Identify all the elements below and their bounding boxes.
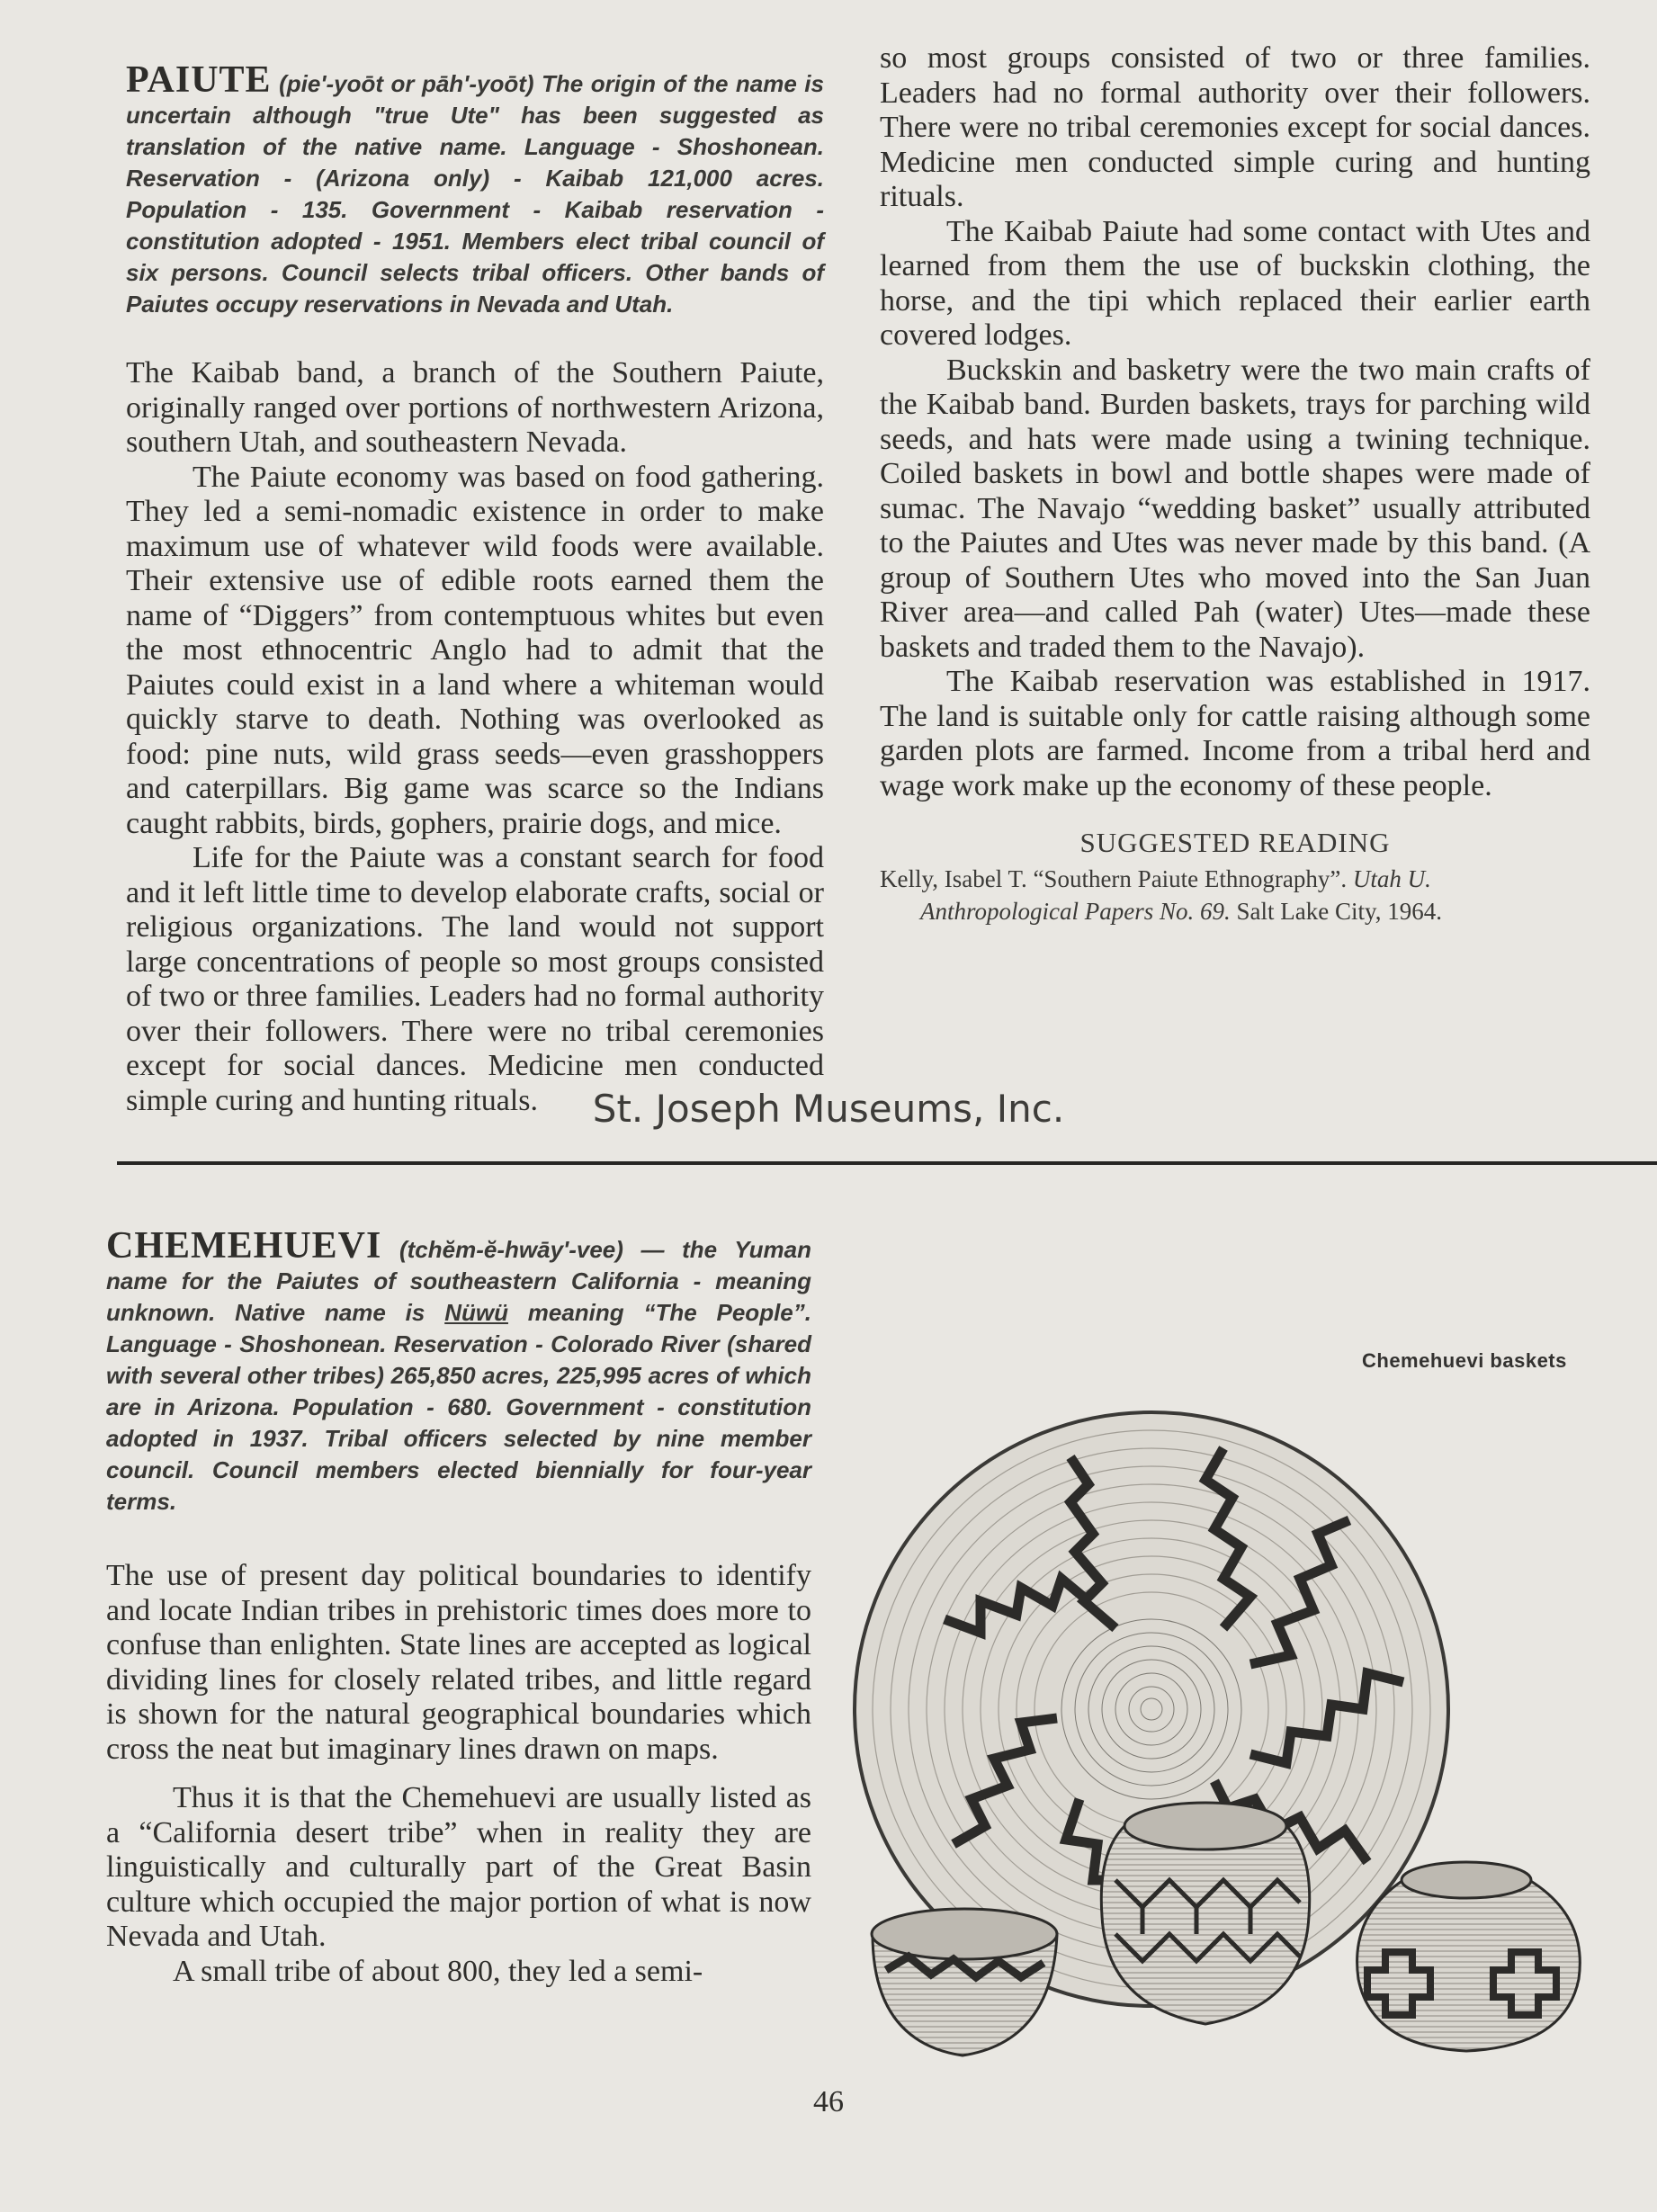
chemehuevi-summary-start: — the Yuman name for the Paiutes of southeastern California - meaning unknown. Native name is [106,1236,812,1326]
suggested-reading-title: SUGGESTED READING [1079,827,1391,858]
chemehuevi-header [106,1225,812,1518]
paiute-left-column [126,59,824,1117]
paiute-paragraph-3: Life for the Paiute was a constant search for food and it left little time to develop elaborate crafts, social or religious organizations. The land would not support large concentrations of people so most groups consisted of two or three families. Leaders had no formal authority over their followers. There were no tribal ceremonies except for social dances. Medicine men conducted simple curing and hunting rituals. [126,841,824,1117]
paiute-body-right [880,41,1590,803]
paiute-title: PAIUTE [126,59,272,101]
paiute-header [126,59,824,320]
right-jar-basket [1357,1862,1581,2051]
section-divider [117,1161,1657,1165]
chemehuevi-paragraph-2: Thus it is that the Chemehuevi are usually listed as a “California desert tribe” when in reality they are linguistically and culturally part of the Great Basin culture which occupied the major portion of what is now Nevada and Utah. [106,1781,811,1953]
chemehuevi-pronunciation: (tchĕm-ĕ-hwāy'-vee) [399,1236,623,1263]
chemehuevi-title: CHEMEHUEVI [106,1225,382,1267]
image-caption: Chemehuevi baskets [1362,1349,1567,1372]
chemehuevi-paragraph-1: The use of present day political boundaries to identify and locate Indian tribes in prehistoric times does more to confuse than enlighten. State lines are accepted as logical dividing lines for closely related tribes, and little regard is shown for the natural geographical boundaries which cross the neat but imaginary lines drawn on maps. [106,1559,811,1766]
reading-ref-place-year: Salt Lake City, 1964. [1236,898,1442,925]
paiute-paragraph-6: The Kaibab reservation was established in 1917. The land is suitable only for cattle raising although some garden plots are farmed. Income from a tribal herd and wage work make up the economy of these people. [880,665,1590,802]
chemehuevi-left-column [106,1225,812,1989]
paiute-summary: The origin of the name is uncertain although "true Ute" has been suggested as translation of the native name. Language - Shoshonean. Reservation - (Arizona only) - Kaibab 121,000 acres. Population - 135. Government - Kaibab reservation - constitution adopted - 1951. Members elect tribal council of six persons. Council selects tribal officers. Other bands of Paiutes occupy reservations in Nevada and Utah. [126,70,824,318]
chemehuevi-baskets-illustration [846,1376,1619,2078]
chemehuevi-body [106,1559,811,1989]
chemehuevi-summary-end: meaning “The People”. Language - Shoshonean. Reservation - Colorado River (shared with several other tribes) 265,850 acres, 225,995 acres of which are in Arizona. Population - 680. Government - constitution adopted in 1937. Tribal officers selected by nine member council. Council members elected biennially for four-year terms. [106,1299,811,1515]
chemehuevi-paragraph-3: A small tribe of about 800, they led a semi- [173,1954,703,1988]
middle-jar-basket [1101,1803,1309,2024]
page-number: 46 [813,2085,844,2118]
museum-credit: St. Joseph Museums, Inc. [592,1087,1065,1131]
paiute-paragraph-1: The Kaibab band, a branch of the Southern Paiute, originally ranged over portions of northwestern Arizona, southern Utah, and southeastern Nevada. [126,356,824,459]
native-name: Nüwü [444,1299,508,1326]
reading-ref-publication: Utah U. Anthropological Papers No. 69. [920,865,1431,925]
paiute-paragraph-3-cont: so most groups consisted of two or three families. Leaders had no formal authority over their followers. There were no tribal ceremonies except for social dances. Medicine men conducted simple curing and hunting rituals. [880,41,1590,213]
suggested-reading-reference [880,863,1590,927]
paiute-right-column [880,41,1590,927]
small-bowl-basket [872,1909,1057,2055]
paiute-paragraph-4: The Kaibab Paiute had some contact with Utes and learned from them the use of buckskin clothing, the horse, and the tipi which replaced their earlier earth covered lodges. [880,214,1590,352]
paiute-paragraph-2: The Paiute economy was based on food gathering. They led a semi-nomadic existence in order to make maximum use of whatever wild foods were available. Their extensive use of edible roots earned them the name of “Diggers” from contemptuous whites but even the most ethnocentric Anglo had to admit that the Paiutes could exist in a land where a whiteman would quickly starve to death. Nothing was overlooked as food: pine nuts, wild grass seeds—even grasshoppers and caterpillars. Big game was scarce so the Indians caught rabbits, birds, gophers, prairie dogs, and mice. [126,460,824,840]
paiute-pronunciation: (pie'-yoōt or pāh'-yoōt) [279,70,534,97]
paiute-paragraph-5: Buckskin and basketry were the two main crafts of the Kaibab band. Burden baskets, trays for parching wild seeds, and hats were made using a twining technique. Coiled baskets in bowl and bottle shapes were made of sumac. The Navajo “wedding basket” usually attributed to the Paiutes and Utes was never made by this band. (A group of Southern Utes who moved into the San Juan River area—and called Pah (water) Utes—made these baskets and traded them to the Navajo). [880,353,1590,664]
reading-ref-author-title: Kelly, Isabel T. “Southern Paiute Ethnography”. [880,865,1348,892]
paiute-body-left [126,356,824,1117]
